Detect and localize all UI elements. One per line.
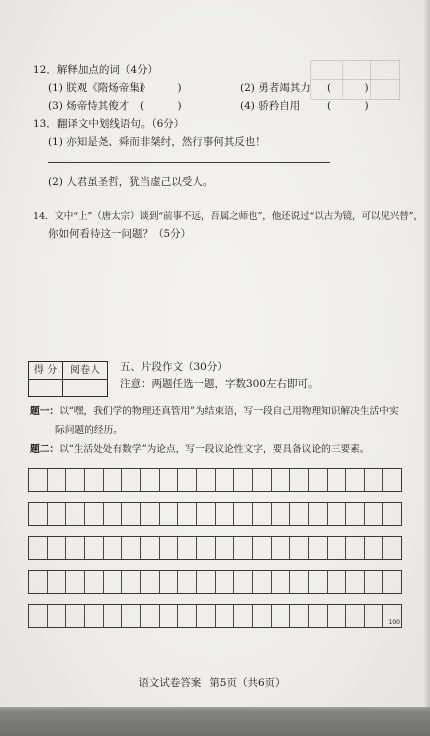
bleed-through-line	[370, 61, 371, 99]
grid-cell	[197, 469, 216, 491]
grid-cell	[66, 469, 85, 491]
grid-cell	[272, 503, 291, 525]
grid-cell	[216, 503, 235, 525]
grid-cell	[160, 605, 179, 627]
grid-cell	[290, 605, 309, 627]
grid-row	[28, 570, 402, 594]
grid-cell	[85, 605, 104, 627]
prompt-1-text: 以“嘿，我们学的物理还真管用”为结束语，写一段自己用物理知识解决生活中实	[59, 406, 399, 417]
grid-cell	[48, 537, 67, 559]
grid-cell	[160, 503, 179, 525]
q12-title: 12．解释加点的词（4分）	[33, 64, 159, 76]
grid-cell	[309, 469, 328, 491]
grader-cell	[63, 380, 107, 396]
grid-cell	[272, 605, 291, 627]
q12-item-3: (3) 炀帝恃其俊才	[48, 100, 130, 112]
grid-cell	[178, 469, 197, 491]
grid-cell	[160, 469, 179, 491]
grid-cell	[29, 503, 48, 525]
grid-cell	[85, 503, 104, 525]
prompt-2-label: 题二：	[30, 444, 60, 455]
grid-cell	[365, 571, 384, 593]
grid-cell	[85, 537, 104, 559]
q14-text-line-2: 你如何看待这一问题？（5分）	[48, 228, 192, 240]
grid-cell	[216, 469, 235, 491]
grid-cell	[383, 503, 401, 525]
grid-cell	[253, 469, 272, 491]
grid-cell	[290, 571, 309, 593]
grid-cell	[122, 571, 141, 593]
q13-title: 13．翻译文中划线语句。（6分）	[33, 118, 185, 130]
grid-cell	[383, 537, 401, 559]
section-title: 五、片段作文（30分）	[120, 361, 228, 373]
grid-cell	[48, 571, 67, 593]
bleed-through-line	[311, 79, 399, 80]
grid-cell	[197, 605, 216, 627]
grid-cell	[48, 503, 67, 525]
grid-cell	[178, 503, 197, 525]
grid-cell	[29, 537, 48, 559]
grid-cell	[122, 503, 141, 525]
grid-cell	[309, 605, 328, 627]
grid-cell	[309, 503, 328, 525]
page-footer	[0, 676, 424, 690]
grid-cell	[48, 605, 67, 627]
grid-cell	[328, 605, 347, 627]
grid-cell	[141, 469, 160, 491]
grid-cell	[122, 469, 141, 491]
grid-cell	[141, 605, 160, 627]
grid-cell	[66, 571, 85, 593]
grid-cell	[272, 469, 291, 491]
grid-cell	[216, 605, 235, 627]
q12-item-2: (2) 勇者竭其力	[240, 82, 311, 94]
prompt-1-line-1	[30, 405, 399, 419]
q13-item-2: (2) 人君虽圣哲，犹当虚己以受人。	[48, 176, 214, 188]
grid-cell	[346, 503, 365, 525]
q12-item-1-blank: ( )	[140, 82, 182, 94]
grid-cell	[104, 571, 123, 593]
grid-cell	[272, 571, 291, 593]
prompt-2-text: 以“生活处处有数学”为论点，写一段议论性文字，要具备议论的三要素。	[59, 444, 370, 455]
q12-item-4: (4) 骄矜自用	[240, 100, 301, 112]
grid-cell	[66, 503, 85, 525]
grid-cell	[234, 571, 253, 593]
grid-cell	[328, 571, 347, 593]
grid-cell	[328, 537, 347, 559]
grid-cell	[328, 469, 347, 491]
grid-cell	[141, 503, 160, 525]
grid-cell	[365, 605, 384, 627]
grid-cell	[29, 469, 48, 491]
grid-cell	[346, 537, 365, 559]
grid-cell	[104, 503, 123, 525]
prompt-2-line-1	[30, 443, 370, 457]
grid-cell	[290, 537, 309, 559]
grid-cell	[290, 469, 309, 491]
grid-cell	[178, 571, 197, 593]
grid-cell	[272, 537, 291, 559]
q13-item-1: (1) 亦知是尧、舜而非桀纣，然行事何其反也！	[48, 136, 266, 148]
grid-row	[28, 502, 402, 526]
q12-item-3-blank: ( )	[140, 100, 182, 112]
scanner-background	[0, 707, 430, 736]
q12-item-2-blank: ( )	[327, 82, 369, 94]
grid-cell	[234, 537, 253, 559]
grid-cell	[85, 571, 104, 593]
grid-cell	[365, 503, 384, 525]
grid-cell	[234, 503, 253, 525]
grid-cell	[253, 537, 272, 559]
grid-cell	[66, 537, 85, 559]
answer-line	[48, 162, 330, 163]
grid-cell	[104, 537, 123, 559]
grader-label: 阅卷人	[63, 362, 107, 380]
grid-row	[28, 536, 402, 560]
grid-cell	[29, 571, 48, 593]
grid-cell	[141, 571, 160, 593]
q14-text-line-1: 14．文中“上”（唐太宗）谈到“前事不远，吾属之师也”，他还说过“以古为镜，可以见兴替”，	[33, 211, 423, 222]
grid-cell	[197, 537, 216, 559]
section-note: 注意：两题任选一题，字数300左右即可。	[120, 378, 319, 390]
grid-cell	[383, 469, 401, 491]
grid-row	[28, 604, 402, 628]
score-label: 得 分	[29, 362, 63, 380]
grid-cell	[66, 605, 85, 627]
writing-grid	[28, 468, 402, 628]
prompt-1-line-2: 际问题的经历。	[55, 425, 123, 436]
score-box	[28, 361, 108, 397]
grid-cell	[328, 503, 347, 525]
grid-cell	[216, 537, 235, 559]
grid-cell	[141, 537, 160, 559]
grid-cell	[104, 469, 123, 491]
grid-cell	[234, 469, 253, 491]
grid-cell	[290, 503, 309, 525]
footer-page-number: 第5页（共6页）	[209, 677, 286, 689]
grid-count-marker: 100	[388, 619, 400, 626]
grid-cell	[346, 469, 365, 491]
q12-item-1: (1) 朕观《隋炀帝集》	[48, 82, 151, 94]
grid-cell	[253, 571, 272, 593]
grid-cell	[309, 571, 328, 593]
grid-cell	[309, 537, 328, 559]
grid-cell	[253, 605, 272, 627]
grid-cell	[85, 469, 104, 491]
grid-cell	[197, 503, 216, 525]
grid-row	[28, 468, 402, 492]
grid-cell	[365, 537, 384, 559]
grid-cell	[48, 469, 67, 491]
grid-cell	[122, 605, 141, 627]
grid-cell	[29, 605, 48, 627]
grid-cell	[346, 605, 365, 627]
grid-cell	[365, 469, 384, 491]
grid-cell	[253, 503, 272, 525]
q12-item-4-blank: ( )	[327, 100, 369, 112]
grid-cell	[383, 571, 401, 593]
grid-cell	[160, 571, 179, 593]
prompt-1-label: 题一：	[30, 406, 60, 417]
score-cell	[29, 380, 63, 396]
grid-cell	[104, 605, 123, 627]
grid-cell	[216, 571, 235, 593]
paper-edge-shadow	[424, 0, 430, 707]
grid-cell	[160, 537, 179, 559]
footer-subject: 语文试卷答案	[138, 677, 202, 689]
grid-cell	[234, 605, 253, 627]
grid-cell	[178, 537, 197, 559]
grid-cell	[122, 537, 141, 559]
grid-cell	[178, 605, 197, 627]
grid-cell	[346, 571, 365, 593]
grid-cell	[197, 571, 216, 593]
